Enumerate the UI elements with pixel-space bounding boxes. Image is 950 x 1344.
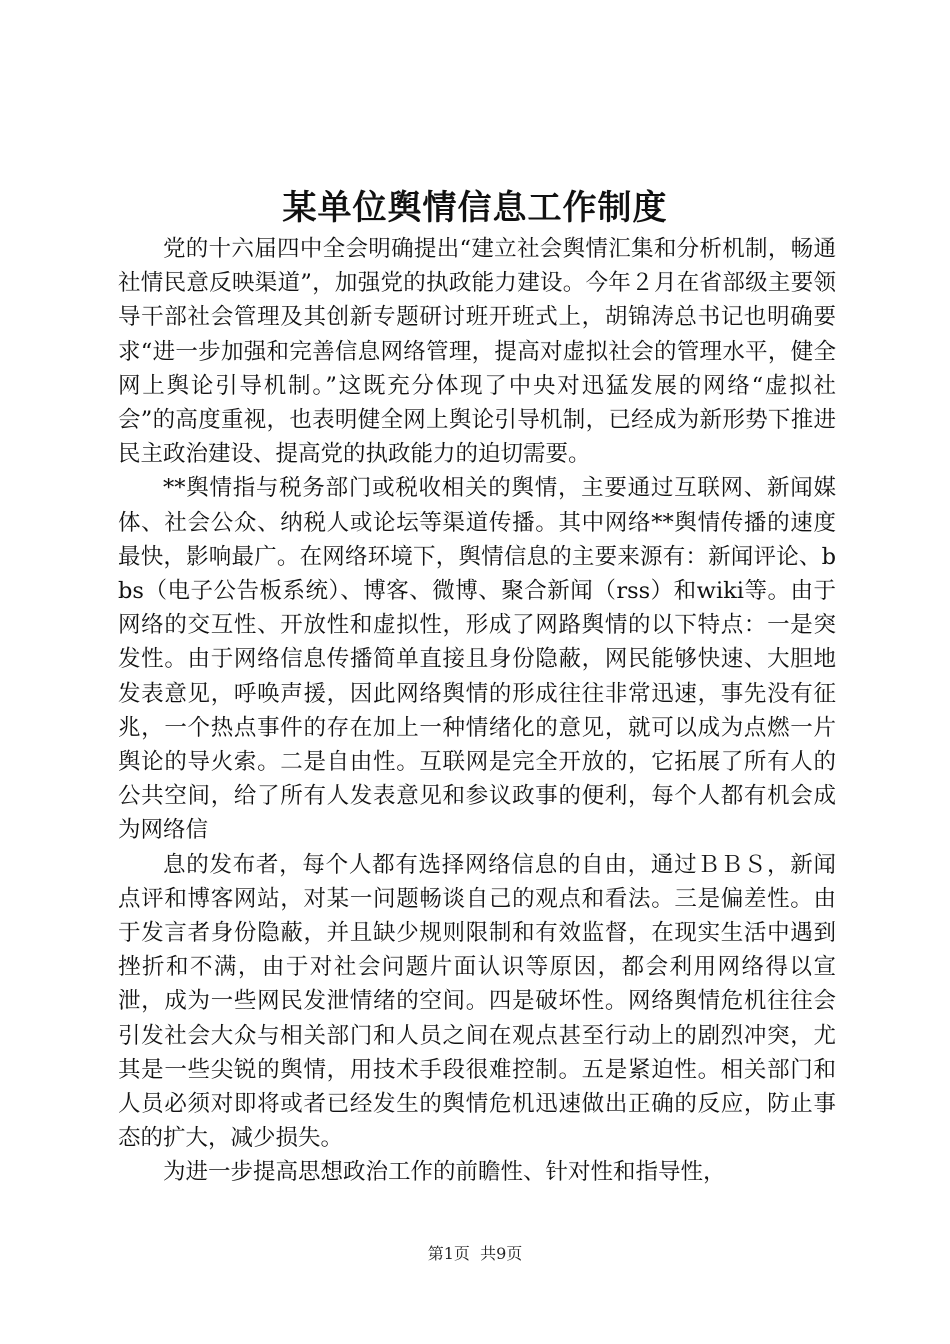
paragraph-2: **舆情指与税务部门或税收相关的舆情，主要通过互联网、新闻媒体、社会公众、纳税人或论坛等渠道传播。其中网络**舆情传播的速度最快，影响最广。在网络环境下，舆情信息的主要来源有：新闻评论、bbs（电子公告板系统）、博客、微博、聚合新闻（rss）和wiki等。由于网络的交互性、开放性和虚拟性，形成了网路舆情的以下特点：一是突发性。由于网络信息传播简单直接且身份隐蔽，网民能够快速、大胆地发表意见，呼唤声援，因此网络舆情的形成往往非常迅速，事先没有征兆，一个热点事件的存在加上一种情绪化的意见，就可以成为点燃一片舆论的导火索。二是自由性。互联网是完全开放的，它拓展了所有人的公共空间，给了所有人发表意见和参议政事的便利，每个人都有机会成为网络信 (118, 475, 836, 844)
paragraph-4: 为进一步提高思想政治工作的前瞻性、针对性和指导性， (163, 1159, 726, 1186)
paragraph-3: 息的发布者，每个人都有选择网络信息的自由，通过ＢＢＳ，新闻点评和博客网站，对某一问题畅谈自己的观点和看法。三是偏差性。由于发言者身份隐蔽，并且缺少规则限制和有效监督，在现实生活中遇到挫折和不满，由于对社会问题片面认识等原因，都会利用网络得以宣泄，成为一些网民发泄情绪的空间。四是破坏性。网络舆情危机往往会引发社会大众与相关部门和人员之间在观点甚至行动上的剧烈冲突，尤其是一些尖锐的舆情，用技术手段很难控制。五是紧迫性。相关部门和人员必须对即将或者已经发生的舆情危机迅速做出正确的反应，防止事态的扩大，减少损失。 (118, 851, 836, 1152)
page-footer (0, 1243, 950, 1265)
page-indicator: 第1页 共9页 (427, 1244, 523, 1263)
paragraph-1: 党的十六届四中全会明确提出“建立社会舆情汇集和分析机制，畅通社情民意反映渠道”，加强党的执政能力建设。今年２月在省部级主要领导干部社会管理及其创新专题研讨班开班式上，胡锦涛总书记也明确要求“进一步加强和完善信息网络管理，提高对虚拟社会的管理水平，健全网上舆论引导机制。”这既充分体现了中央对迅猛发展的网络“虚拟社会”的高度重视，也表明健全网上舆论引导机制，已经成为新形势下推进民主政治建设、提高党的执政能力的迫切需要。 (118, 236, 836, 468)
document-body (118, 232, 836, 1190)
page-title: 某单位舆情信息工作制度 (282, 188, 668, 228)
